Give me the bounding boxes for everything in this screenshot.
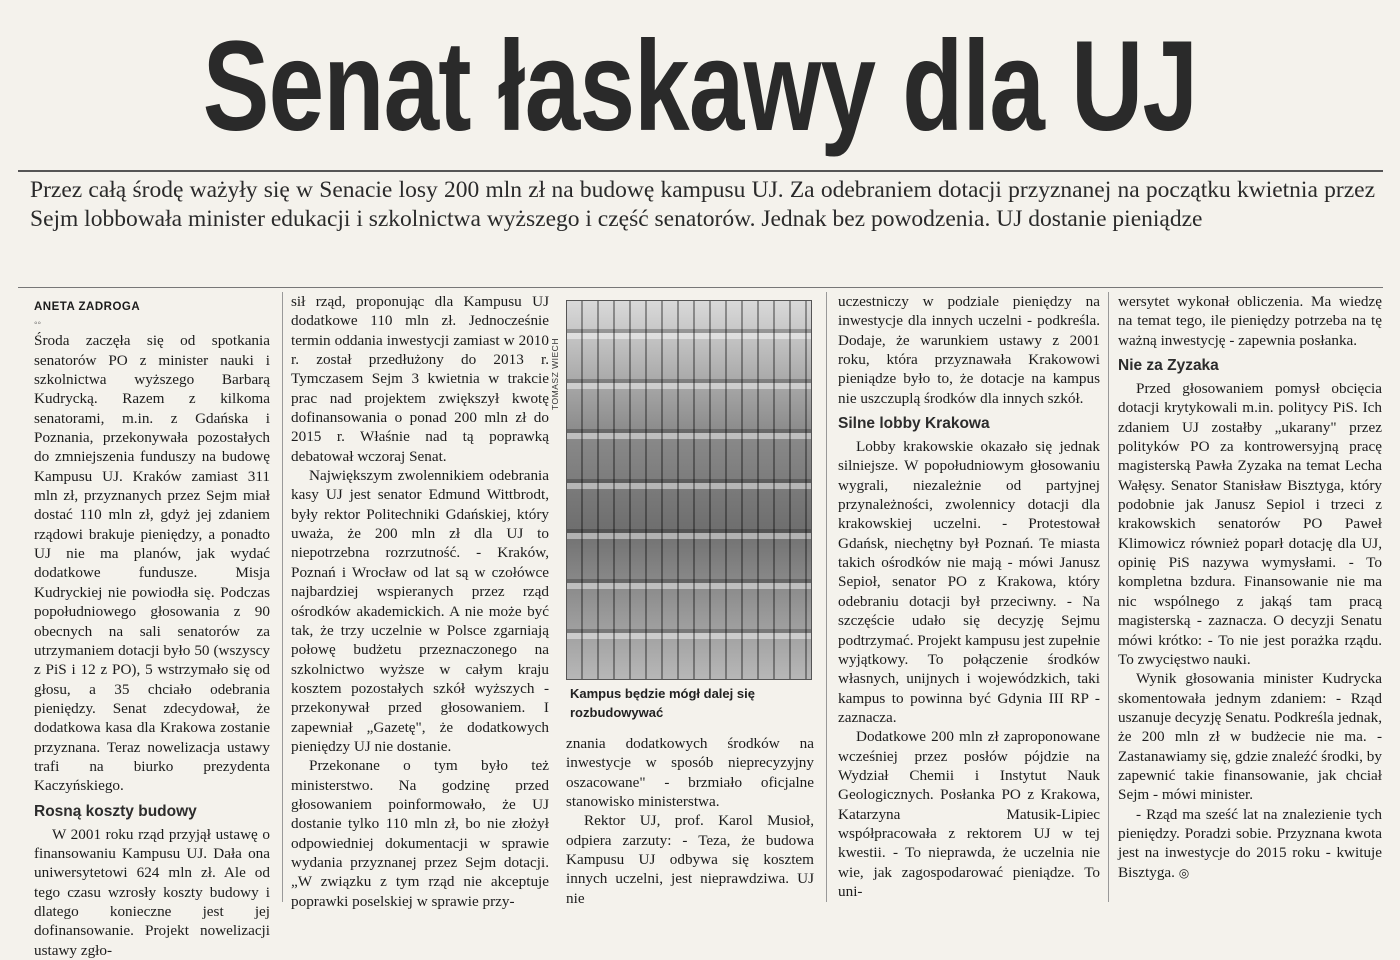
lead-paragraph: Przez całą środę ważyły się w Senacie losy 200 mln zł na budowę kampusu UJ. Za odebraniem dotacji przyznanej na początku kwietnia przez Sejm lobbowała minister edukacji i szkolnictwa wyższego i część senatorów. Jednak bez powodzenia. UJ dostanie pieniądze xyxy=(30,177,1375,232)
paragraph: Największym zwolennikiem odebrania kasy UJ jest senator Edmund Wittbrodt, były rektor Politechniki Gdańskiej, który uważa, że 200 mln zł dla UJ to niepotrzebna rozrzutność. - Kraków, Poznań i Wrocław od lat są w czołówce najbardziej wspieranych przez rząd ośrodków akademickich. A nie może być tak, że trzy uczelnie w Polsce zgarniają połowę budżetu przeznaczonego na szkolnictwo wyższe w całym kraju kosztem pozostałych szkół wyższych - przekonywał przed głosowaniem. I zapewniał „Gazetę", że dodatkowych pieniędzy UJ nie dostanie. xyxy=(291,467,549,755)
paragraph: Lobby krakowskie okazało się jednak silniejsze. W popołudniowym głosowaniu wygrali, niezależnie od partyjnej przynależności, zwolennicy dotacji dla krakowskiej uczelni. - Protestował Gdańsk, niechętny był Poznań. Te miasta takich ośrodków nie mają - mówi Janusz Sepioł, senator PO z Krakowa, który odebraniu dotacji był przeciwny. - Na szczęście udało się decyzję Sejmu podtrzymać. Projekt kampusu jest zupełnie wyjątkowy. To połączenie środków własnych, unijnych i wojewódzkich, taki kampus to powinna być Gdynia III RP - zaznacza. xyxy=(838,438,1100,726)
headline: Senat łaskawy dla UJ xyxy=(202,15,1198,158)
subheading: Rosną koszty budowy xyxy=(34,802,197,820)
paragraph: znania dodatkowych środków na inwestycje w sposób nieprecyzyjny oszacowane" - brzmiało oficjalne stanowisko ministerstwa. xyxy=(566,735,814,811)
subheading: Nie za Zyzaka xyxy=(1118,357,1219,375)
column-divider xyxy=(826,292,827,902)
paragraph: Przekonane o tym było też ministerstwo. Na godzinę przed głosowaniem poinformowało, że UJ dostanie tylko 110 mln zł, bo nie złożył odpowiedniej dokumentacji w sprawie wydania przyznanej przez Sejm dotacji. „W związku z tym rząd nie akceptuje poprawki poselskiej w sprawie przy- xyxy=(291,757,549,910)
campus-photo xyxy=(566,300,812,680)
paragraph: Dodatkowe 200 mln zł zaproponowane wcześniej przez posłów pójdzie na Wydział Chemii i Instytut Nauk Geologicznych. Posłanka PO z Krakowa, Katarzyna Matusik-Lipiec współpracowała z rektorem UJ w tej kwestii. - To nieprawda, że uczelnia nie wie, jak zagospodarować pieniądze. To uni- xyxy=(838,728,1100,900)
article-column-2 xyxy=(291,292,549,911)
paragraph-text: - Rząd ma sześć lat na znalezienie tych pieniędzy. Poradzi sobie. Przyznana kwota jest na inwestycje do 2015 roku - kwituje Bisztyga. xyxy=(1118,805,1382,881)
headline-rule xyxy=(18,170,1383,172)
paragraph: wersytet wykonał obliczenia. Ma wiedzę na temat tego, ile pieniędzy potrzeba na tę ważną inwestycję - zapewnia posłanka. xyxy=(1118,293,1382,349)
paragraph: Środa zaczęła się od spotkania senatorów PO z minister nauki i szkolnictwa wyższego Barbarą Kudrycką. Razem z kilkoma senatorami, m.in. z Gdańska i Poznania, przekonywała pozostałych do zmniejszenia funduszy na budowę Kampusu UJ. Kraków zamiast 311 mln zł, przyznanych przez Sejm miał dostać 110 mln zł, gdyż jej zdaniem rządowi brakuje pieniędzy, a ponadto UJ nie ma planów, jak wydać dodatkowe fundusze. Misja Kudryckiej nie powiodła się. Podczas popołudniowego głosowania z 90 obecnych na sali senatorów za utrzymaniem dotacji było 50 (wszyscy z PiS i 12 z PO), 5 wstrzymało się od głosu, a 35 chciało odebrania pieniędzy. Senat zdecydował, że dodatkowa kasa dla Krakowa zostanie przyznana. Teraz nowelizacja ustawy trafi na biurko prezydenta Kaczyńskiego. xyxy=(34,332,270,795)
paragraph: Wynik głosowania minister Kudrycka skomentowała jednym zdaniem: - Rząd uszanuje decyzję Senatu. Podkreśla jednak, że 200 mln zł w budżecie nie ma. - Zastanawiamy się, gdzie znaleźć środki, by zapewnić takie finansowanie, jak chciał Sejm - mówi minister. xyxy=(1118,670,1383,804)
paragraph: sił rząd, proponując dla Kampusu UJ dodatkowe 110 mln zł. Jednocześnie termin oddania inwestycji zamiast w 2010 r. został przedłużony do 2013 r. Tymczasem Sejm 3 kwietnia w trakcie prac nad projektem zwiększył kwotę dofinansowania o ponad 200 mln zł do 2015 r. Właśnie nad tą poprawką debatował wczoraj Senat. xyxy=(291,293,549,465)
subheading: Silne lobby Krakowa xyxy=(838,415,990,433)
column-divider xyxy=(282,292,283,902)
article-column-3 xyxy=(566,734,814,908)
author-mark: ◦◦ xyxy=(34,318,42,330)
paragraph: uczestniczy w podziale pieniędzy na inwestycje dla innych uczelni - podkreśla. Dodaje, że warunkiem ustawy z 2001 roku, która przyznawała Krakowowi pieniądze było to, że dotacje na kampus nie uszczuplą środków dla innych szkół. xyxy=(838,293,1100,407)
paragraph: W 2001 roku rząd przyjął ustawę o finansowaniu Kampusu UJ. Dała ona uniwersytetowi 624 mln zł. Ale od tego czasu wzrosły koszty budowy i dlatego konieczne jest jej dofinansowanie. Projekt nowelizacji ustawy zgło- xyxy=(34,825,270,959)
photo-caption: Kampus będzie mógł dalej się rozbudowywać xyxy=(570,686,755,720)
paragraph xyxy=(1118,805,1382,883)
column-divider xyxy=(1108,292,1109,902)
article-column-5 xyxy=(1118,292,1382,883)
article-column-4 xyxy=(838,292,1100,901)
photo-credit: TOMASZ WIECH xyxy=(550,338,560,410)
paragraph: Rektor UJ, prof. Karol Musioł, odpiera zarzuty: - Teza, że budowa Kampusu UJ odbywa się kosztem innych uczelni, jest nieprawdziwa. UJ nie xyxy=(566,812,814,907)
article-column-1 xyxy=(34,292,270,960)
lead-rule xyxy=(18,287,1383,288)
paragraph: Przed głosowaniem pomysł obcięcia dotacji krytykowali m.in. politycy PiS. Ich zdaniem UJ zostałby „ukarany" przez polityków PO za kontrowersyjną pracę magisterską Pawła Zyzaka na temat Lecha Wałęsy. Senator Stanisław Bisztyga, który podobnie jak Janusz Sepiol i trzeci z krakowskich senatorów PO Paweł Klimowicz również poparł dotację dla UJ, opinię PiS nazywa wymysłami. - To kompletna bzdura. Finansowanie nie ma nic wspólnego z jakąś tam pracą magisterską - zaznacza. O decyzji Senatu mówi krótko: - To nie jest porażka rządu. To zwycięstwo nauki. xyxy=(1118,380,1382,668)
author-byline: ANETA ZADROGA xyxy=(34,301,141,313)
end-of-article-mark: ◎ xyxy=(1178,865,1190,880)
